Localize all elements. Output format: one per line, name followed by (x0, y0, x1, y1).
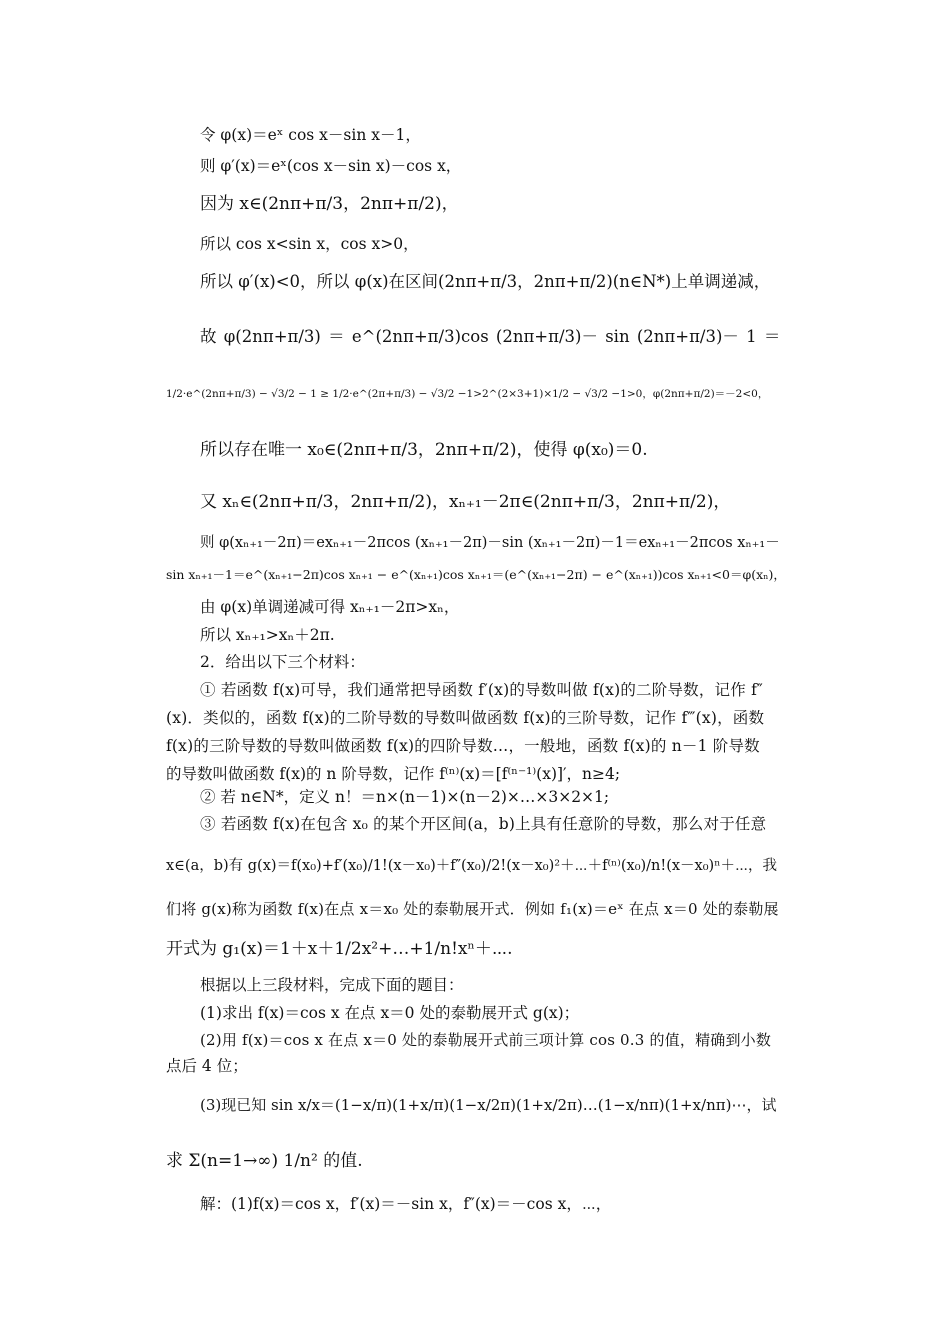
text-line: 由 φ(x)单调递减可得 xₙ₊₁－2π>xₙ， (200, 598, 460, 616)
text-line: 求 Σ(n=1→∞) 1/n² 的值. (166, 1151, 363, 1171)
text-line: ② 若 n∈N*，定义 n！＝n×(n－1)×(n－2)×…×3×2×1; (200, 788, 610, 806)
text-line: (3)现已知 sin x/x＝(1−x/π)(1+x/π)(1−x/2π)(1+x/2π)…(1−x/nπ)(1+x/nπ)⋯，试 (200, 1096, 777, 1114)
text-line: f(x)的三阶导数的导数叫做函数 f(x)的四阶导数…，一般地，函数 f(x)的 n－1 阶导数 (166, 737, 760, 755)
text-line: ① 若函数 f(x)可导，我们通常把导函数 f′(x)的导数叫做 f(x)的二阶导数，记作 f″ (200, 681, 764, 699)
text-line: 根据以上三段材料，完成下面的题目： (200, 976, 464, 994)
text-line: x∈(a，b)有 g(x)＝f(x₀)+f′(x₀)/1!(x－x₀)＋f″(x₀)/2!(x－x₀)²＋⋯＋f⁽ⁿ⁾(x₀)/n!(x－x₀)ⁿ＋⋯，我 (166, 858, 778, 874)
text-line: (1)求出 f(x)＝cos x 在点 x＝0 处的泰勒展开式 g(x)； (200, 1004, 580, 1022)
text-line: 开式为 g₁(x)＝1＋x＋1/2x²+…+1/n!xⁿ＋⋯. (166, 939, 513, 959)
text-line: 点后 4 位； (166, 1057, 248, 1075)
text-line: 解：(1)f(x)＝cos x，f′(x)＝－sin x，f″(x)＝－cos x，⋯， (200, 1195, 612, 1213)
text-line: ③ 若函数 f(x)在包含 x₀ 的某个开区间(a，b)上具有任意阶的导数，那么对于任意 (200, 815, 767, 833)
text-line: 则 φ(xₙ₊₁－2π)＝exₙ₊₁－2πcos (xₙ₊₁－2π)－sin (xₙ₊₁－2π)－1＝exₙ₊₁－2πcos xₙ₊₁－ (200, 535, 780, 551)
text-line: 又 xₙ∈(2nπ+π/3，2nπ+π/2)，xₙ₊₁－2π∈(2nπ+π/3，2nπ+π/2)， (200, 492, 731, 512)
text-line: 1/2·e^(2nπ+π/3) − √3/2 − 1 ≥ 1/2·e^(2π+π/3) − √3/2 −1>2^(2×3+1)×1/2 − √3/2 −1>0，φ(2nπ+π/2)＝－2<0， (166, 388, 769, 400)
text-line: 则 φ′(x)＝eˣ(cos x－sin x)－cos x， (200, 157, 462, 175)
text-line: 所以 φ′(x)<0，所以 φ(x)在区间(2nπ+π/3，2nπ+π/2)(n∈N*)上单调递减， (200, 272, 771, 291)
text-line: 所以 xₙ₊₁>xₙ＋2π. (200, 626, 335, 644)
text-line: 因为 x∈(2nπ+π/3，2nπ+π/2)， (200, 194, 459, 214)
text-line: 所以 cos x<sin x，cos x>0， (200, 235, 419, 253)
text-line: (2)用 f(x)＝cos x 在点 x＝0 处的泰勒展开式前三项计算 cos 0.3 的值，精确到小数 (200, 1031, 772, 1049)
text-line: 的导数叫做函数 f(x)的 n 阶导数，记作 f⁽ⁿ⁾(x)＝[f⁽ⁿ⁻¹⁾(x)]′，n≥4; (166, 765, 621, 783)
text-line: 令 φ(x)＝eˣ cos x－sin x－1， (200, 126, 421, 144)
text-line: 2．给出以下三个材料： (200, 653, 365, 671)
text-line: (x)．类似的，函数 f(x)的二阶导数的导数叫做函数 f(x)的三阶导数，记作 f‴(x)，函数 (166, 709, 765, 727)
text-line: 所以存在唯一 x₀∈(2nπ+π/3，2nπ+π/2)，使得 φ(x₀)＝0. (200, 440, 648, 460)
text-line: 故 φ(2nπ+π/3) ＝ e^(2nπ+π/3)cos (2nπ+π/3)－ sin (2nπ+π/3)－ 1 ＝ (200, 327, 781, 346)
text-line: 们将 g(x)称为函数 f(x)在点 x＝x₀ 处的泰勒展开式．例如 f₁(x)＝eˣ 在点 x＝0 处的泰勒展 (166, 900, 779, 918)
text-line: sin xₙ₊₁－1＝e^(xₙ₊₁−2π)cos xₙ₊₁ − e^(xₙ₊₁)cos xₙ₊₁＝(e^(xₙ₊₁−2π) − e^(xₙ₊₁))cos xₙ₊₁<0＝φ(xₙ)， (166, 567, 786, 582)
